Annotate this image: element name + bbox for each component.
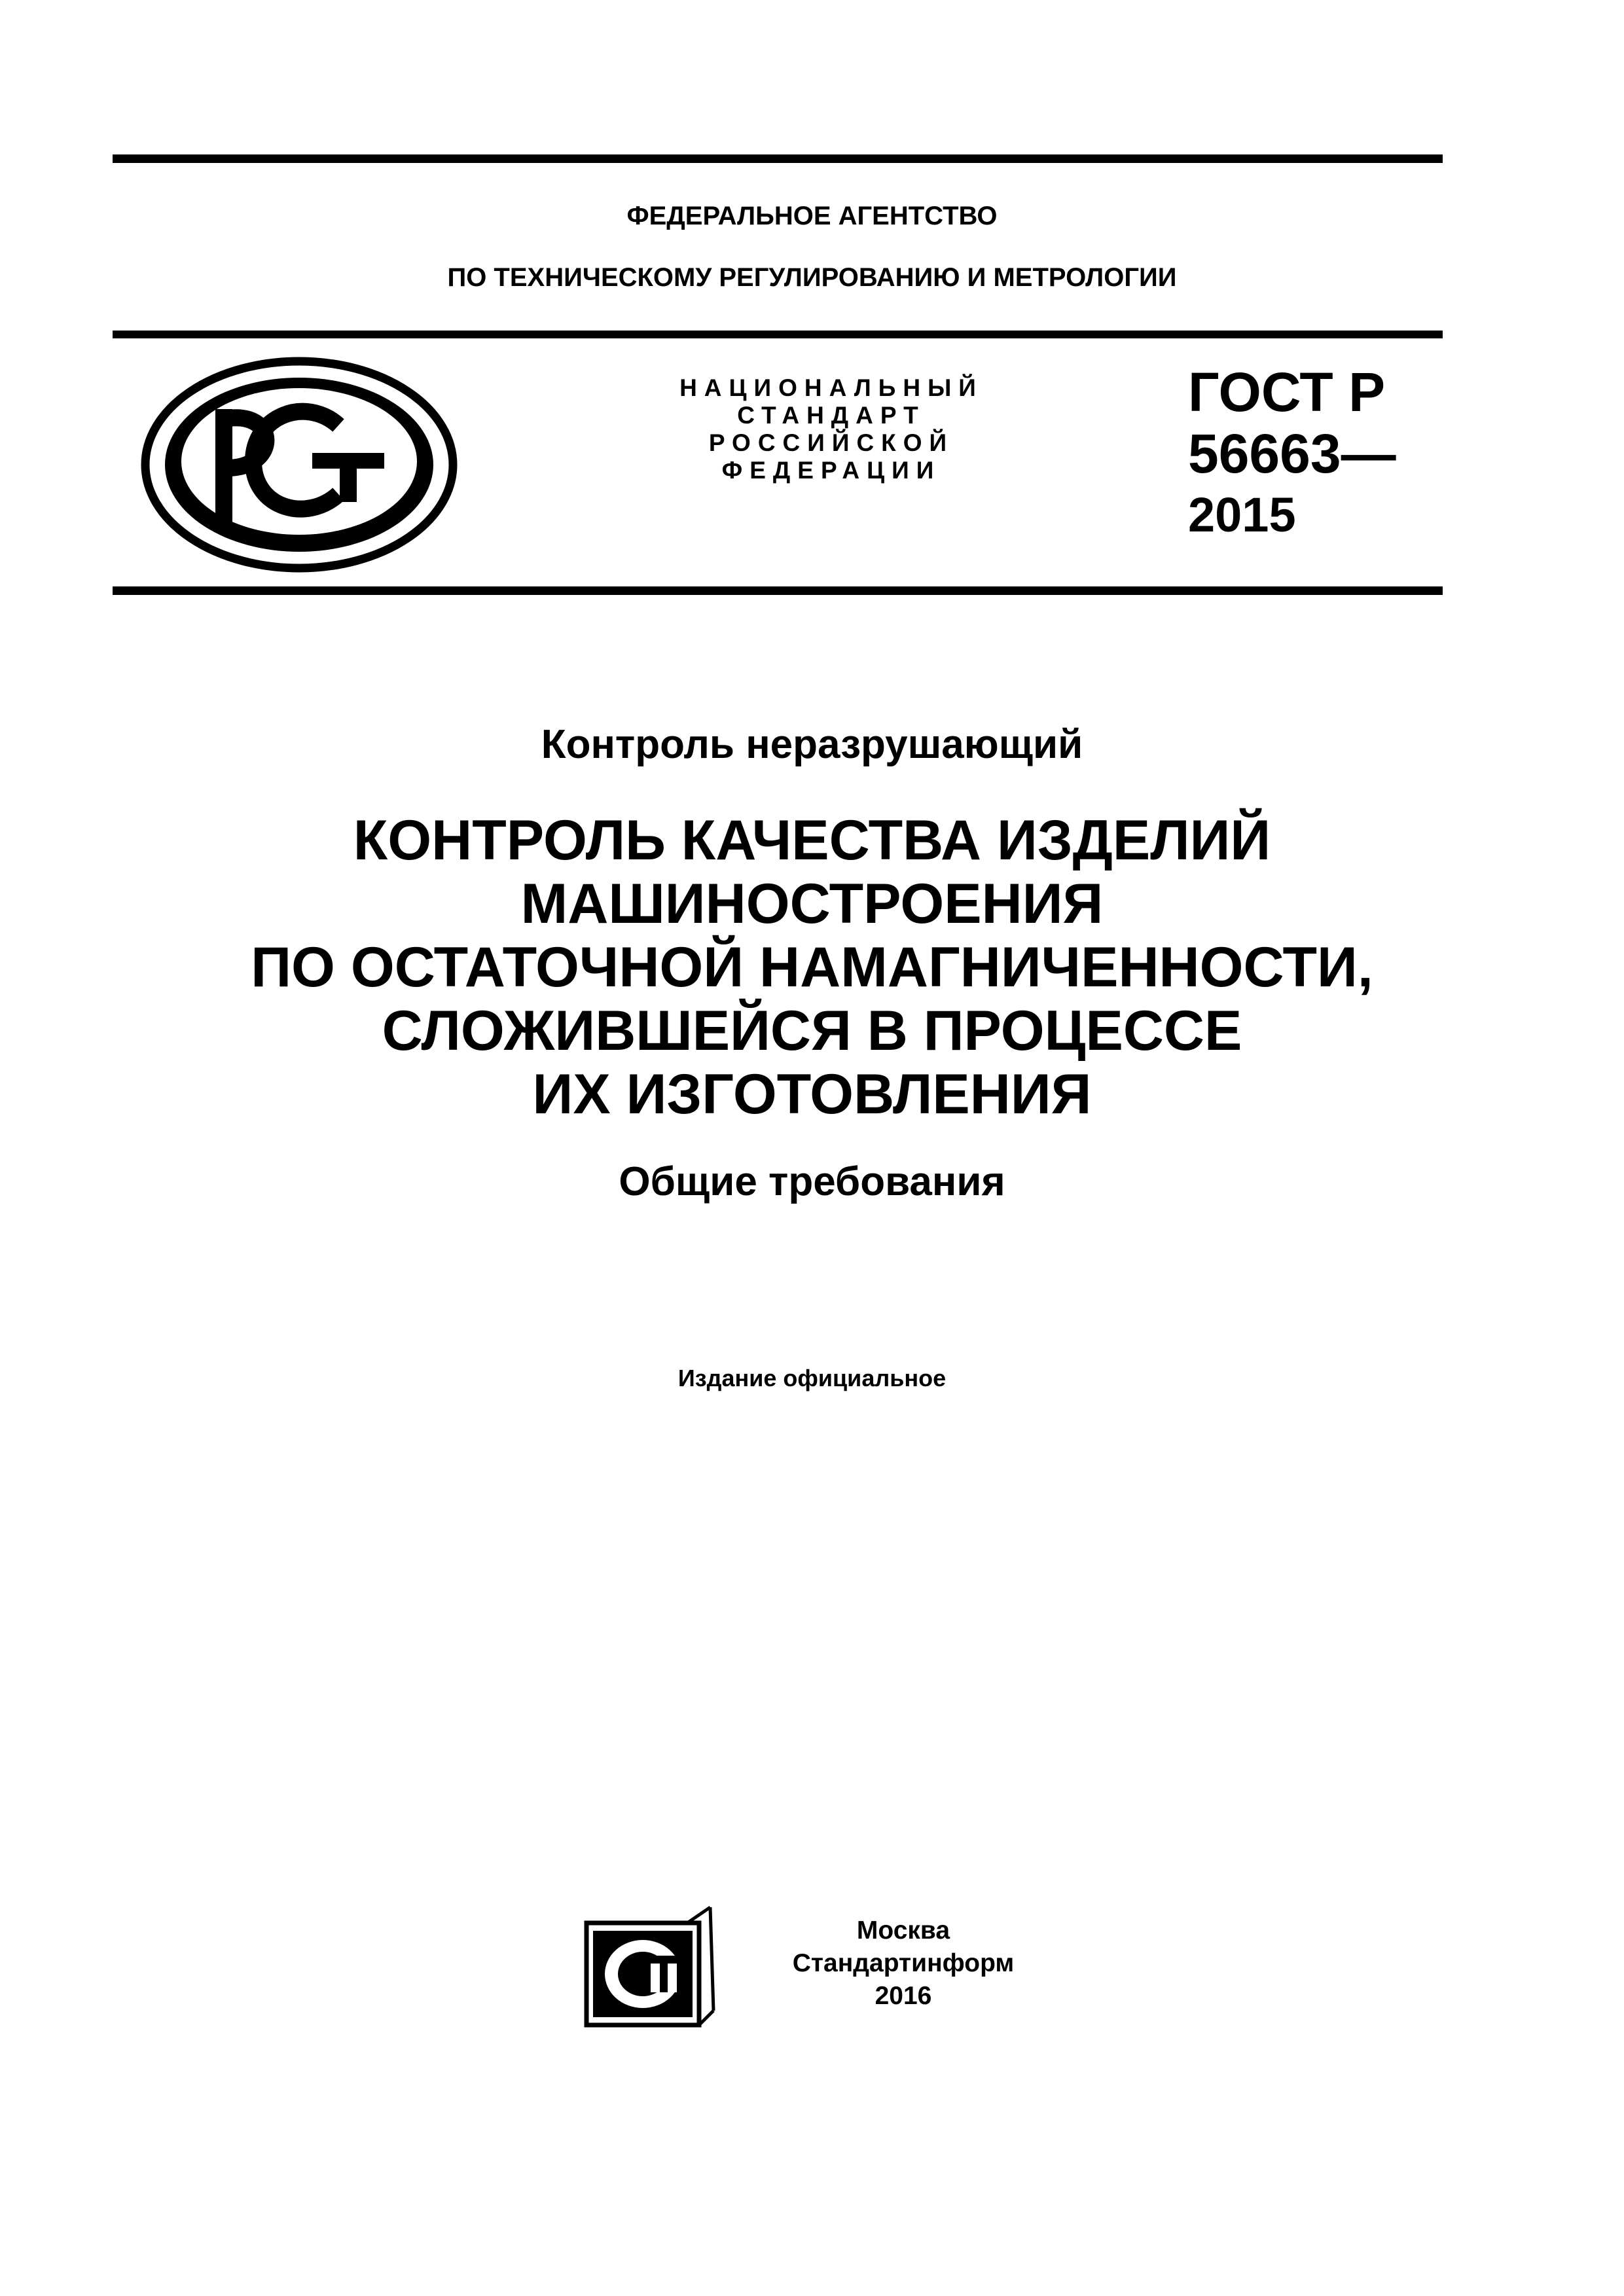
publisher-name: Стандартинформ [792, 1949, 1015, 1977]
middle-rule [113, 331, 1443, 338]
national-standard-label [609, 374, 1054, 484]
national-standard-line: ФЕДЕРАЦИИ [721, 457, 941, 484]
standard-designation [1188, 361, 1396, 546]
designation-line: 56663— [1188, 423, 1396, 484]
title-line: ПО ОСТАТОЧНОЙ НАМАГНИЧЕННОСТИ, [251, 936, 1373, 999]
subtitle: Общие требования [619, 1159, 1005, 1204]
national-standard-line: СТАНДАРТ [737, 402, 926, 429]
top-rule [113, 154, 1443, 163]
publication-year: 2016 [875, 1982, 932, 2010]
designation-line: ГОСТ Р [1188, 361, 1386, 423]
standartinform-logo-icon [583, 1905, 720, 2029]
bottom-rule [113, 586, 1443, 595]
publisher-block [707, 1914, 1100, 2013]
title-line: СЛОЖИВШЕЙСЯ В ПРОЦЕССЕ [382, 999, 1242, 1062]
designation-line: 2015 [1188, 488, 1296, 542]
subject-heading: Контроль неразрушающий [541, 722, 1083, 767]
title-line: ИХ ИЗГОТОВЛЕНИЯ [532, 1063, 1092, 1126]
publisher-city: Москва [856, 1916, 950, 1945]
agency-line-1: ФЕДЕРАЛЬНОЕ АГЕНТСТВО [626, 202, 998, 230]
document-title [0, 809, 1624, 1126]
rst-logo-icon [139, 353, 460, 576]
agency-line-2: ПО ТЕХНИЧЕСКОМУ РЕГУЛИРОВАНИЮ И МЕТРОЛОГИИ [447, 263, 1177, 292]
title-line: МАШИНОСТРОЕНИЯ [520, 872, 1104, 935]
edition-label: Издание официальное [677, 1365, 947, 1391]
national-standard-line: НАЦИОНАЛЬНЫЙ [679, 374, 983, 401]
national-standard-line: РОССИЙСКОЙ [708, 429, 954, 456]
title-line: КОНТРОЛЬ КАЧЕСТВА ИЗДЕЛИЙ [353, 809, 1271, 872]
